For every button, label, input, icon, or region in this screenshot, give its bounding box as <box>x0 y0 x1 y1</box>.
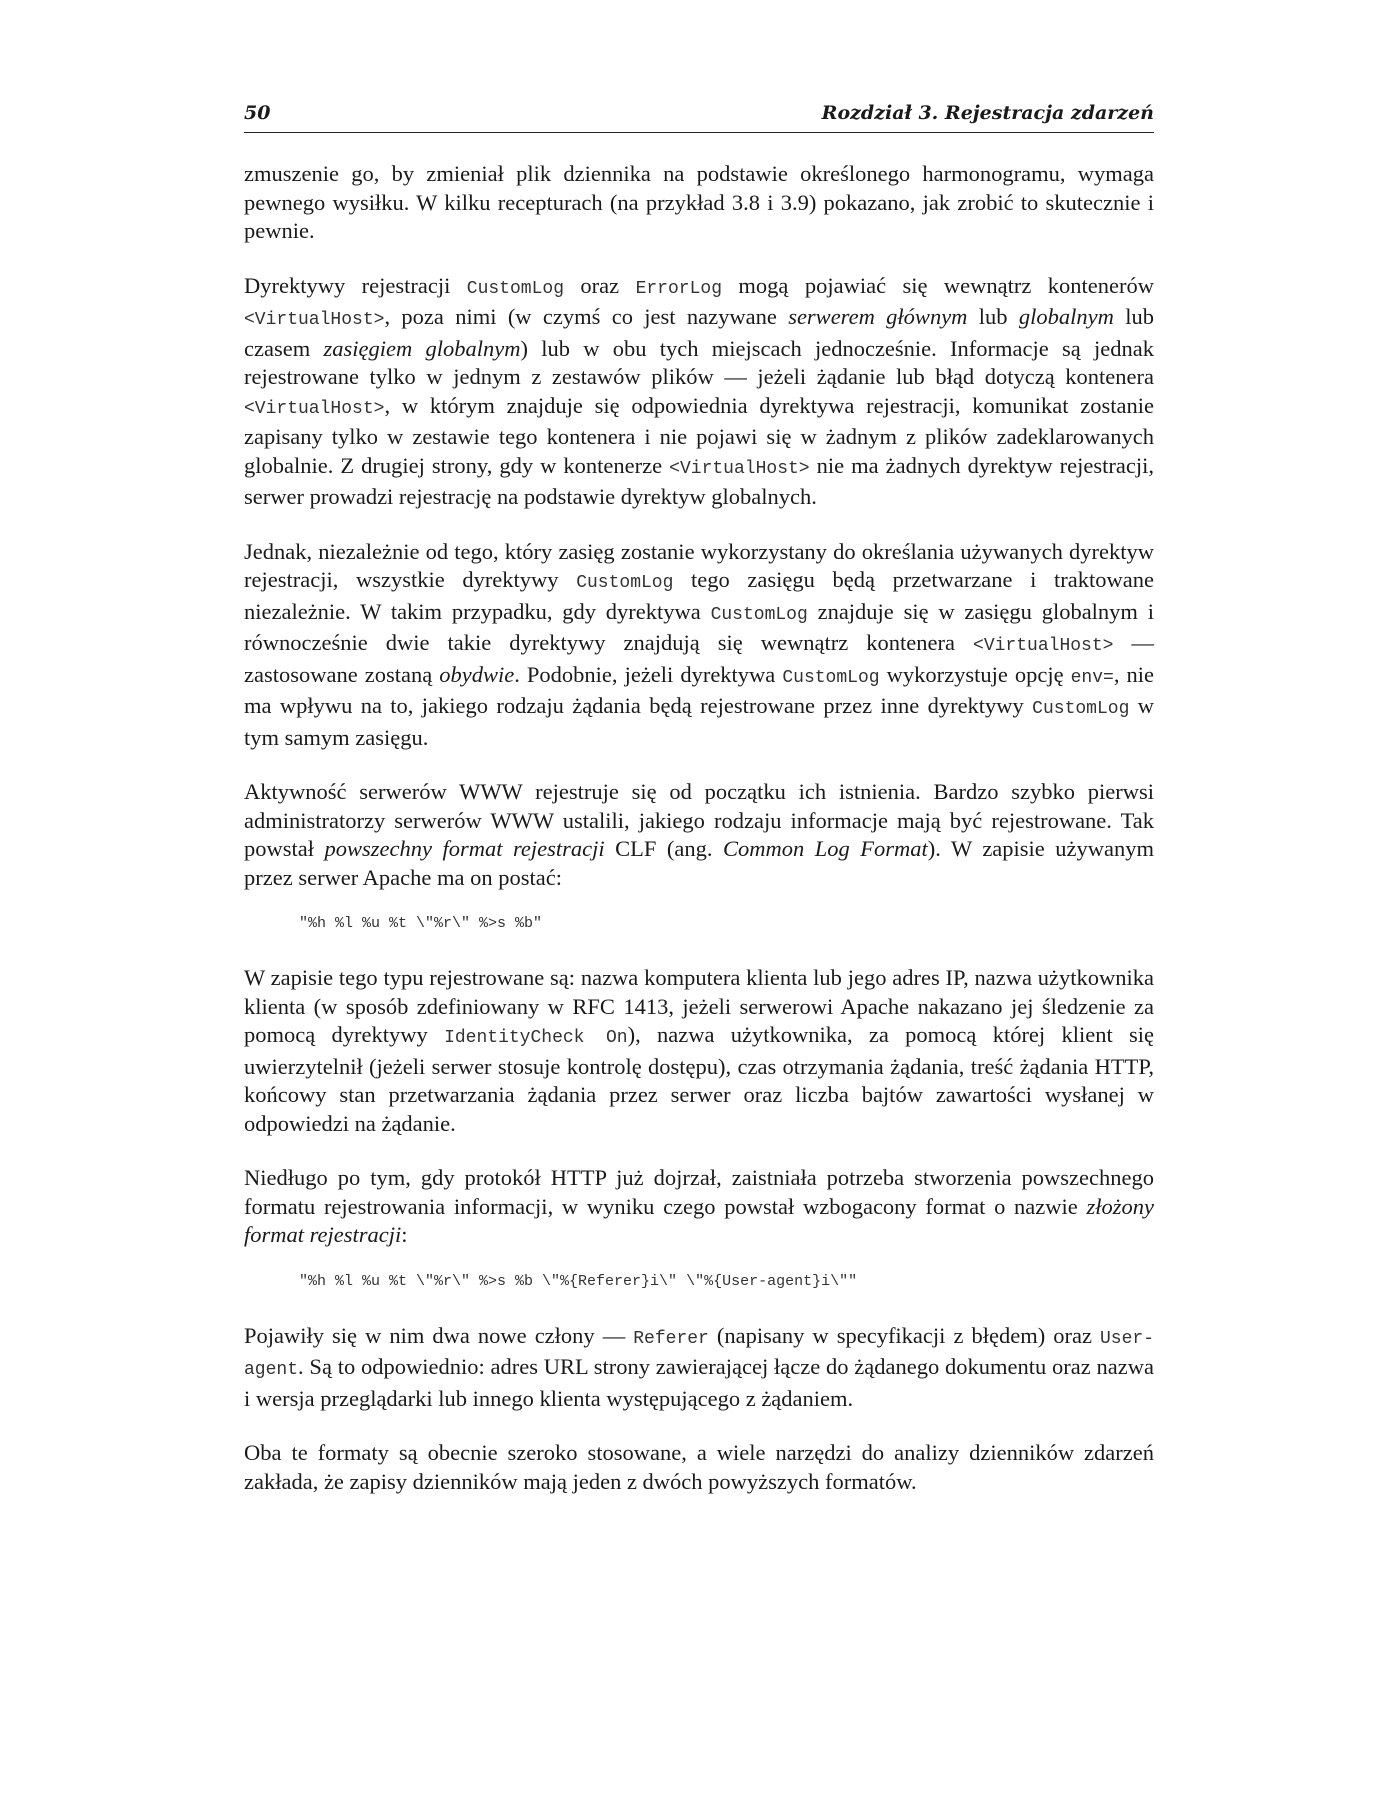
text-run: ). W zapisie używanym przez serwer Apache ma on postać: <box>244 836 1155 890</box>
text-run: Pojawiły się w nim dwa nowe człony — <box>244 1322 634 1348</box>
inline-code: env= <box>1070 667 1114 688</box>
page-number: 50 <box>244 102 271 124</box>
emphasis: globalnym <box>1018 304 1114 329</box>
text-run: znajduje się w zasięgu globalnym i równocześnie dwie takie dyrektywy znajdują się wewnątrz kontenera <box>244 598 1154 655</box>
inline-code: User-agent <box>244 1328 1154 1380</box>
text-run: w tym samym zasięgu. <box>244 693 1155 750</box>
text-run: Jednak, niezależnie od tego, który zasięg zostanie wykorzystany do określania używanych dyrektyw rejestracji, wszystkie dyrektywy <box>244 538 1154 592</box>
text-run: , nie ma wpływu na to, jakiego rodzaju żądania będą rejestrowane przez inne dyrektywy <box>244 661 1154 718</box>
paragraph-3 <box>244 538 1154 753</box>
text-run: Dyrektywy rejestracji <box>244 272 467 298</box>
paragraph-2 <box>244 272 1154 512</box>
emphasis: serwerem głównym <box>788 304 968 329</box>
inline-code: CustomLog <box>466 278 564 299</box>
text-run: . Są to odpowiednio: adres URL strony zawierającej łącze do żądanego dokumentu oraz nazwa i wersja przeglądarki lub innego klienta występującego z żądaniem. <box>244 1354 1154 1411</box>
inline-code: IdentityCheck On <box>444 1028 628 1048</box>
inline-code: <VirtualHost> <box>244 310 385 330</box>
inline-code: Referer <box>633 1328 709 1349</box>
text-run: ), nazwa użytkownika, za pomocą której klient się uwierzytelnił (jeżeli serwer stosuje kontrolę dostępu), czas otrzymania żądania, treść żądania HTTP, końcowy stan przetwarzania żądania przez serwer oraz liczba bajtów zawartości wysłanej w odpowiedzi na żądanie. <box>244 1022 1155 1136</box>
inline-code: <VirtualHost> <box>973 636 1114 656</box>
inline-code: CustomLog <box>710 604 808 625</box>
text-run: Aktywność serwerów WWW rejestruje się od początku ich istnienia. Bardzo szybko pierwsi administratorzy serwerów WWW ustalili, jakiego rodzaju informacje mają być rejestrowane. Tak powstał <box>244 779 1154 861</box>
emphasis: powszechny format rejestracji <box>324 836 605 861</box>
emphasis: obydwie <box>439 661 515 687</box>
emphasis: Common Log Format <box>723 836 928 861</box>
code-block-combined: "%h %l %u %t \"%r\" %>s %b \"%{Referer}i\" \"%{User-agent}i\"" <box>299 1272 858 1290</box>
paragraph-7 <box>244 1322 1154 1414</box>
text-run: : <box>401 1222 408 1247</box>
emphasis: zasięgiem globalnym <box>323 335 521 361</box>
inline-code: CustomLog <box>1032 699 1130 719</box>
paragraph-6 <box>244 1164 1154 1250</box>
text-run: — zastosowane zostaną <box>244 630 1155 687</box>
code-block-clf: "%h %l %u %t \"%r\" %>s %b" <box>299 915 543 932</box>
text-run: Oba te formaty są obecnie szeroko stosowane, a wiele narzędzi do analizy dzienników zdarzeń zakłada, że zapisy dzienników mają jeden z dwóch powyższych formatów. <box>244 1440 1154 1494</box>
text-run: lub czasem <box>244 304 1154 361</box>
emphasis: złożony format rejestracji <box>244 1193 1154 1247</box>
paragraph-5 <box>244 964 1154 1138</box>
text-run: CLF (ang. <box>604 836 724 861</box>
text-run: nie ma żadnych dyrektyw rejestracji, serwer prowadzi rejestrację na podstawie dyrektyw globalnych. <box>244 452 1155 509</box>
text-run: , poza nimi (w czymś co jest nazywane <box>384 304 789 329</box>
text-run: (napisany w specyfikacji z błędem) oraz <box>708 1322 1100 1348</box>
text-run: mogą pojawiać się wewnątrz kontenerów <box>722 272 1154 298</box>
text-run: lub <box>967 304 1019 329</box>
inline-code: ErrorLog <box>635 278 722 299</box>
text-run: ) lub w obu tych miejscach jednocześnie. Informacje są jednak rejestrowane tylko w jednym z zestawów plików — jeżeli żądanie lub błąd dotyczą kontenera <box>244 335 1154 389</box>
chapter-title: Rozdział 3. Rejestracja zdarzeń <box>821 102 1154 124</box>
inline-code: CustomLog <box>782 667 880 688</box>
paragraph-8 <box>244 1439 1154 1496</box>
text-run: W zapisie tego typu rejestrowane są: nazwa komputera klienta lub jego adres IP, nazwa użytkownika klienta (w sposób zdefiniowany w RFC 1413, jeżeli serwerowi Apache nakazano jej śledzenie za pomocą dyrektywy <box>244 965 1154 1047</box>
paragraph-1 <box>244 160 1154 246</box>
paragraph-4 <box>244 778 1154 892</box>
running-header <box>244 96 1154 133</box>
text-run: . Podobnie, jeżeli dyrektywa <box>514 661 783 687</box>
text-run: zmuszenie go, by zmieniał plik dziennika na podstawie określonego harmonogramu, wymaga pewnego wysiłku. W kilku recepturach (na przykład 3.8 i 3.9) pokazano, jak zrobić to skutecznie i pewnie. <box>244 161 1154 243</box>
inline-code: CustomLog <box>576 573 674 593</box>
text-run: oraz <box>564 272 636 298</box>
text-run: , w którym znajduje się odpowiednia dyrektywa rejestracji, komunikat zostanie zapisany tylko w zestawie tego kontenera i nie pojawi się w żadnym z plików zadeklarowanych globalnie. Z drugiej strony, gdy w kontenerze <box>244 392 1154 478</box>
page-body <box>244 160 1154 1496</box>
inline-code: <VirtualHost> <box>244 398 385 419</box>
text-run: tego zasięgu będą przetwarzane i traktowane niezależnie. W takim przypadku, gdy dyrektywa <box>244 567 1154 624</box>
text-run: Niedługo po tym, gdy protokół HTTP już dojrzał, zaistniała potrzeba stworzenia powszechnego formatu rejestrowania informacji, w wyniku czego powstał wzbogacony format o nazwie <box>244 1165 1154 1219</box>
inline-code: <VirtualHost> <box>669 458 810 479</box>
text-run: wykorzystuje opcję <box>879 661 1071 687</box>
